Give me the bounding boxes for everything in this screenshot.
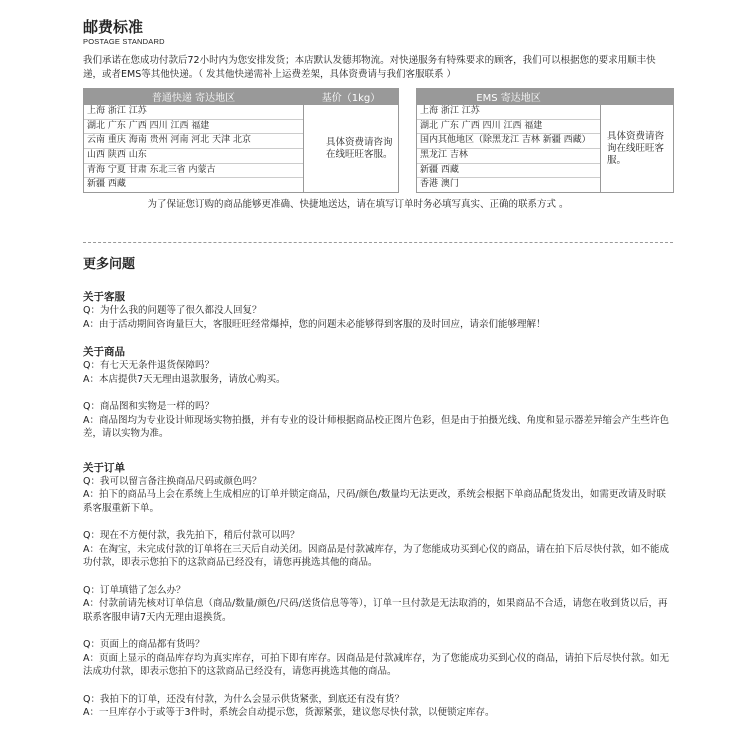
postage-title: 邮费标准 [83, 18, 144, 36]
standard-region-list [84, 105, 304, 193]
ems-price-header-blank [601, 89, 674, 105]
faq-question: Q：订单填错了怎么办？ [83, 584, 186, 596]
postage-subtitle: POSTAGE STANDARD [83, 37, 165, 46]
postage-section [83, 18, 673, 211]
region-row: 上海 浙江 江苏 [84, 105, 303, 120]
faq-title: 更多问题 [83, 257, 136, 272]
faq-item [83, 693, 673, 720]
region-row: 新疆 西藏 [87, 179, 126, 190]
region-row: 青海 宁夏 甘肃 东北三省 内蒙古 [84, 164, 303, 179]
faq-question: Q：现在不方便付款，我先拍下，稍后付款可以吗？ [83, 530, 300, 541]
faq-answer: A：由于活动期间咨询量巨大，客服旺旺经常爆掉，您的问题未必能够得到客服的及时回应，请亲们能够理解！ [83, 318, 546, 330]
ems-region-header: EMS 寄达地区 [417, 89, 601, 105]
faq-answer: A：本店提供7天无理由退款服务，请放心购买。 [83, 373, 286, 385]
faq-item [83, 304, 673, 331]
region-row: 山西 陕西 山东 [84, 149, 303, 164]
faq-question: Q：我拍下的订单，还没有付款，为什么会显示供货紧张，到底还有没有货？ [83, 693, 404, 705]
region-row: 新疆 西藏 [417, 164, 600, 179]
faq-section-title-service: 关于客服 [83, 291, 125, 303]
faq-section [83, 256, 673, 720]
postage-intro: 我们承诺在您成功付款后72小时内为您安排发货；本店默认发德邦物流。对快递服务有特殊要求的顾客，我们可以根据您的要求用顺丰快递，或者EMS等其他快递。（ 发其他快递需补上运费差架，具体资费请与我们客服联系 ） [83, 55, 656, 80]
region-row: 湖北 广东 广西 四川 江西 福建 [84, 120, 303, 135]
faq-question: Q：商品图和实物是一样的吗？ [83, 401, 214, 412]
faq-item [83, 475, 673, 516]
faq-item [83, 359, 673, 386]
faq-section-title-order: 关于订单 [83, 461, 125, 474]
faq-item [83, 584, 673, 625]
region-row: 云南 重庆 海南 贵州 河南 河北 天津 北京 [84, 134, 303, 149]
faq-item [83, 529, 673, 570]
standard-price-note: 具体资费请咨询在线旺旺客服。 [304, 105, 399, 193]
ems-price-note: 具体资费请咨询在线旺旺客服。 [601, 105, 674, 193]
faq-answer: A：在淘宝，未完成付款的订单将在三天后自动关闭。因商品是付款减库存，为了您能成功买到心仪的商品，请在拍下后尽快付款，如不能成功付款，即表示您拍下的这款商品已经没有，请您再挑选其他的商品。 [83, 543, 670, 568]
ems-table [416, 88, 674, 193]
faq-item [83, 400, 673, 441]
faq-answer: A：一旦库存小于或等于3件时，系统会自动提示您，货源紧张，建议您尽快付款，以便锁定库存。 [83, 707, 495, 718]
standard-region-header: 普通快递 寄达地区 [84, 89, 304, 105]
shipping-tables [83, 88, 673, 194]
faq-answer: A：商品图均为专业设计师现场实物拍摄，并有专业的设计师根据商品校正图片色彩，但是由于拍摄光线、角度和显示器差异缩会产生些许色差，请以实物为准。 [83, 414, 670, 439]
faq-question: Q：为什么我的问题等了很久都没人回复？ [83, 305, 262, 316]
faq-answer: A：页面上显示的商品库存均为真实库存，可拍下即有库存。因商品是付款减库存，为了您能成功买到心仪的商品，请拍下后尽快付款。如无法成功付款，即表示您拍下的这款商品已经没有，请您再挑选其他的商品。 [83, 652, 670, 677]
faq-answer: A：付款前请先核对订单信息（商品/数量/颜色/尺码/送货信息等等），订单一旦付款是无法取消的，如果商品不合适，请您在收到货以后，再联系客服申请7天内无理由退换货。 [83, 598, 668, 623]
region-row: 黑龙江 吉林 [417, 149, 600, 164]
faq-question: Q：页面上的商品都有货吗？ [83, 639, 205, 650]
faq-item [83, 638, 673, 679]
faq-question: Q：有七天无条件退货保障吗？ [83, 360, 214, 371]
ems-region-list [417, 105, 601, 193]
region-row: 上海 浙江 江苏 [417, 105, 600, 120]
region-row: 香港 澳门 [420, 179, 459, 190]
faq-question: Q：我可以留言备注换商品尺码或颜色吗？ [83, 475, 262, 487]
faq-section-title-product: 关于商品 [83, 346, 125, 358]
section-divider [83, 242, 673, 243]
contact-notice: 为了保证您订购的商品能够更准确、快捷地送达，请在填写订单时务必填写真实、正确的联系方式 。 [147, 199, 569, 210]
base-price-header: 基价（1kg） [304, 89, 399, 105]
region-row: 国内其他地区（除黑龙江 吉林 新疆 西藏） [417, 134, 600, 149]
standard-express-table [83, 88, 399, 193]
region-row: 湖北 广东 广西 四川 江西 福建 [417, 120, 600, 135]
faq-answer: A：拍下的商品马上会在系统上生成相应的订单并锁定商品，尺码/颜色/数量均无法更改，系统会根据下单商品配货发出，如需更改请及时联系客服重新下单。 [83, 489, 666, 514]
